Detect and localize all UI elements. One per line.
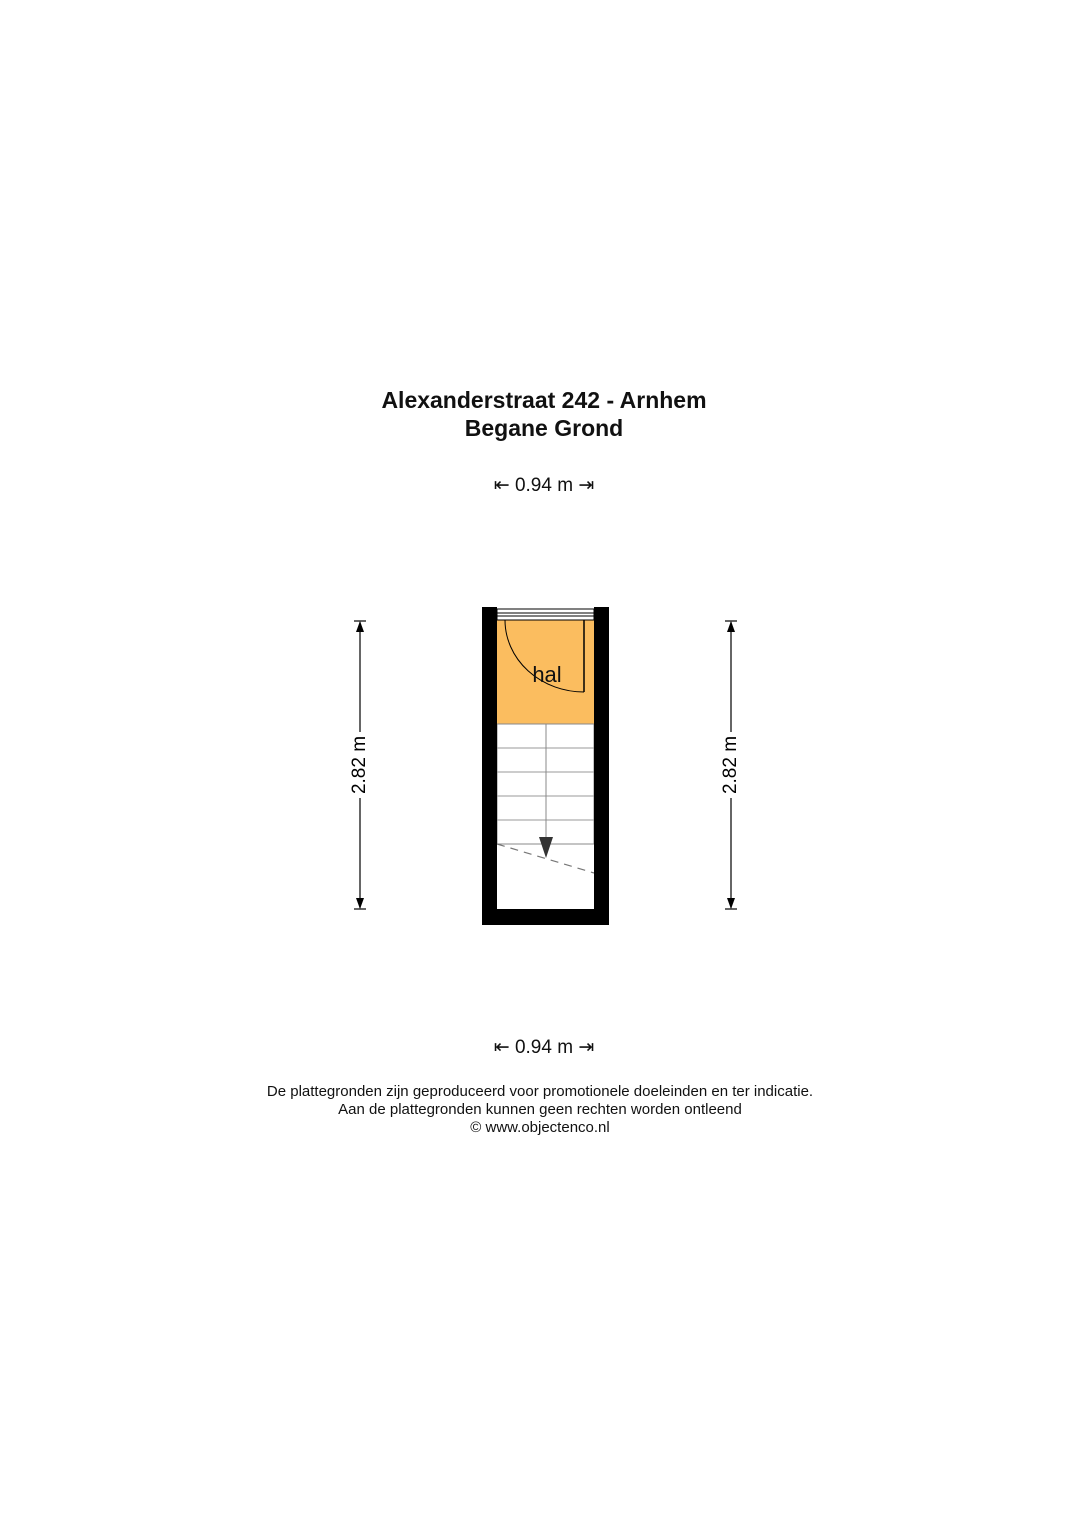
depth-dimension-left xyxy=(349,621,370,909)
depth-dimension-right xyxy=(720,621,741,909)
disclaimer-line-2: Aan de plattegronden kunnen geen rechten worden ontleend xyxy=(338,1101,742,1118)
depth-label-left: 2.82 m xyxy=(349,735,371,795)
arrow-right-icon: ⇥ xyxy=(578,1037,595,1058)
window xyxy=(497,609,594,620)
floor-name: Begane Grond xyxy=(464,415,624,441)
arrow-right-icon: ⇥ xyxy=(578,475,595,496)
stairs xyxy=(497,724,594,873)
disclaimer-line-1: De plattegronden zijn geproduceerd voor promotionele doeleinden en ter indicatie. xyxy=(266,1083,814,1100)
width-label-bottom: 0.94 m xyxy=(514,1037,574,1058)
arrow-left-icon: ⇤ xyxy=(493,1037,510,1058)
arrow-left-icon: ⇤ xyxy=(493,475,510,496)
depth-label-right: 2.82 m xyxy=(720,735,742,795)
plan-title: Alexanderstraat 242 - Arnhem xyxy=(381,387,707,413)
width-dimension-bottom xyxy=(0,1037,1080,1059)
stair-direction-arrow-icon xyxy=(539,837,553,858)
copyright-line: © www.objectenco.nl xyxy=(470,1119,610,1136)
width-label-top: 0.94 m xyxy=(514,475,574,496)
room-label-hal: hal xyxy=(532,662,562,687)
